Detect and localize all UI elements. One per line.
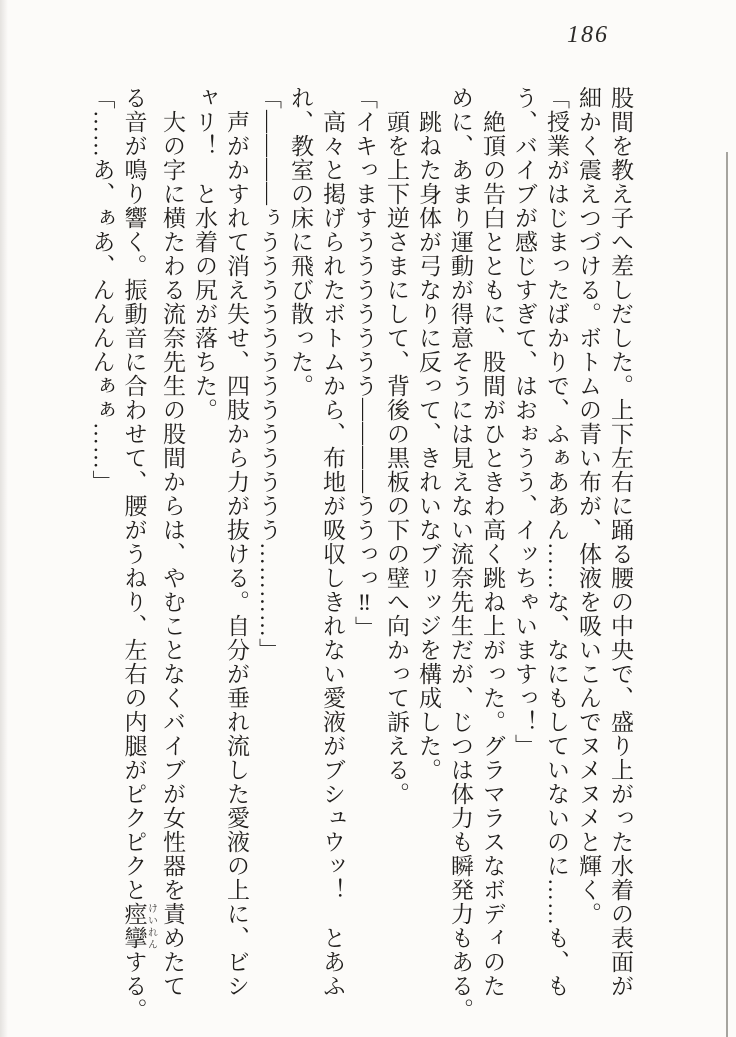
text-columns (86, 86, 637, 1036)
page-number: 186 (567, 22, 609, 48)
text-line: めに、あまり運動が得意そうには見えない流奈先生だが、じつは体力も瞬発力もある。 (448, 86, 473, 1022)
page-edge-line (726, 152, 728, 1037)
text-line: 頭を上下逆さまにして、背後の黒板の下の壁へ向かって訴える。 (384, 110, 409, 806)
text-line: 大の字に横たわる流奈先生の股間からは、やむことなくバイブが女性器を責めたて (160, 110, 185, 998)
text-line: 「授業がはじまったばかりで、ふぁああん……な、なにもしていないのに……も、も (544, 86, 569, 998)
text-line: う、バイブが感じすぎて、はおぉうう、イッちゃいますっ！」 (512, 86, 537, 758)
text-line: 高々と掲げられたボトムから、布地が吸収しきれない愛液がブシュウッ！ とあふ (320, 110, 345, 998)
text-line: 声がかすれて消え失せ、四肢から力が抜ける。自分が垂れ流した愛液の上に、ビシ (224, 110, 249, 998)
text-line: 「イキっますううううううう――――ううっっ‼」 (352, 86, 377, 640)
text-line: 「……あ、ぁあ、んんんんぁぁ……」 (89, 86, 115, 494)
text-line: 跳ねた身体が弓なりに反って、きれいなブリッジを構成した。 (416, 110, 441, 782)
ruby-annotation: 痙攣 けいれん (121, 902, 157, 950)
text-line: る音が鳴り響く。振動音に合わせて、腰がうねり、左右の内腿がピクピクと痙攣 けいれんする。 (121, 86, 157, 1022)
text-line: 細かく震えつづける。ボトムの青い布が、体液を吸いこんでヌメヌメと輝く。 (576, 86, 601, 926)
scan-shadow (0, 0, 8, 1037)
text-line: 股間を教え子へ差しだした。上下左右に踊る腰の中央で、盛り上がった水着の表面が (608, 86, 633, 998)
text-line: 絶頂の告白とともに、股間がひときわ高く跳ね上がった。グラマラスなボディのた (480, 110, 505, 998)
text-line: れ、教室の床に飛び散った。 (288, 86, 313, 398)
text-line: 「――――ぅううううううううううううう…………」 (256, 86, 281, 662)
text-line: ャリ！ と水着の尻が落ちた。 (192, 86, 217, 422)
